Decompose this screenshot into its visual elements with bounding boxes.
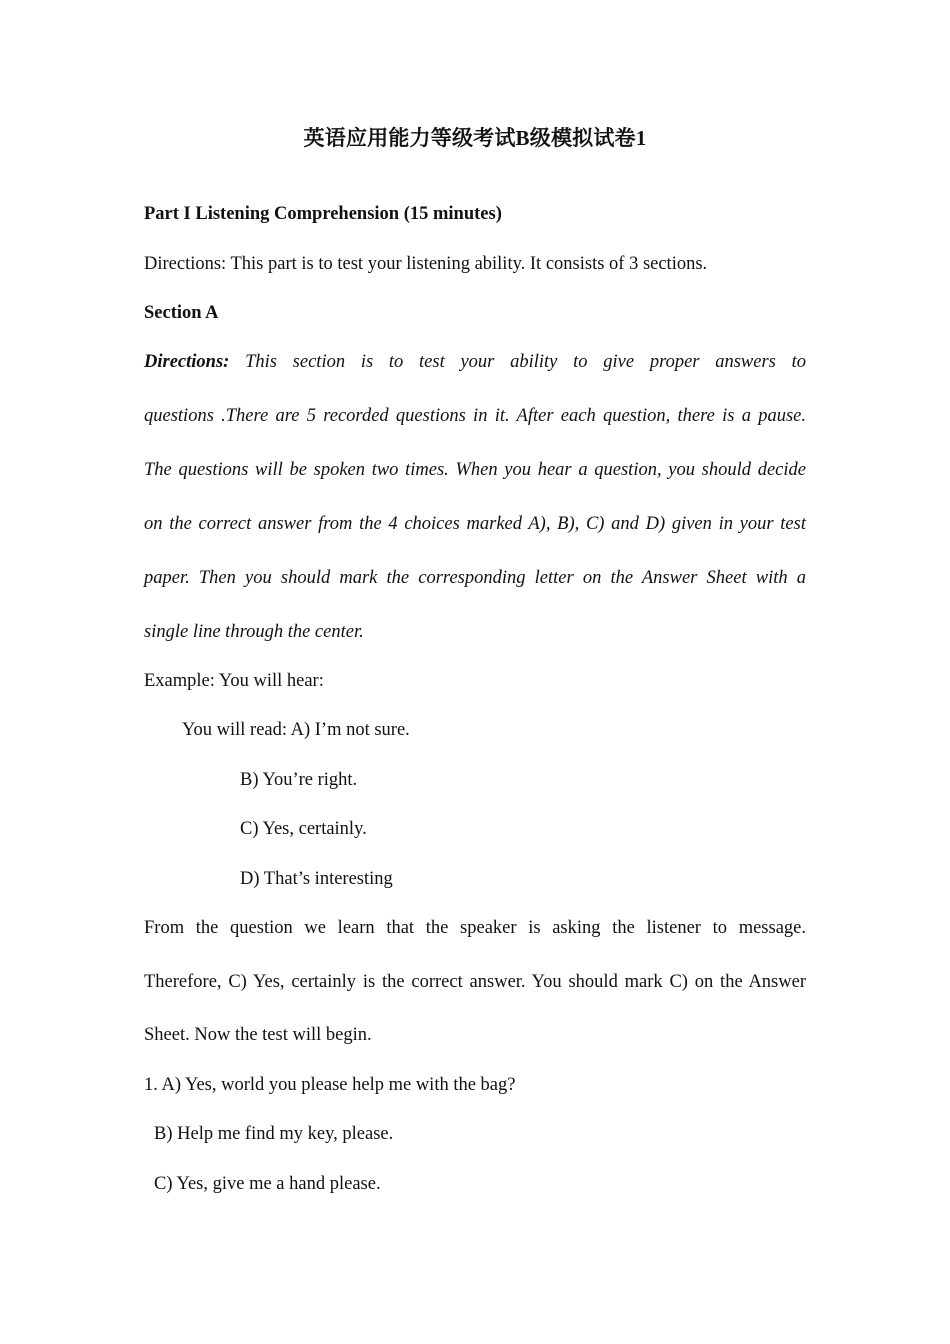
section-directions-line-3: The questions will be spoken two times. When you hear a question, you should decide xyxy=(144,460,806,480)
explanation-line-3: Sheet. Now the test will begin. xyxy=(144,1025,372,1045)
example-read-a: You will read: A) I’m not sure. xyxy=(182,720,410,740)
question-1-option-a: 1. A) Yes, world you please help me with the bag? xyxy=(144,1075,516,1095)
section-directions-line-1 xyxy=(144,352,806,373)
question-1-option-c: C) Yes, give me a hand please. xyxy=(154,1174,381,1194)
document-title: 英语应用能力等级考试B级模拟试卷1 xyxy=(303,126,647,150)
part-directions: Directions: This part is to test your listening ability. It consists of 3 sections. xyxy=(144,254,708,274)
directions-label: Directions: xyxy=(144,352,230,372)
explanation-line-2: Therefore, C) Yes, certainly is the correct answer. You should mark C) on the Answer xyxy=(144,972,806,992)
example-hear: Example: You will hear: xyxy=(144,671,324,691)
directions-text-1: This section is to test your ability to give proper answers to xyxy=(245,352,807,372)
section-directions-line-6: single line through the center. xyxy=(144,622,364,642)
section-directions-line-5: paper. Then you should mark the corresponding letter on the Answer Sheet with a xyxy=(144,568,806,588)
section-directions-line-2: questions .There are 5 recorded questions in it. After each question, there is a pause. xyxy=(144,406,806,426)
example-option-b: B) You’re right. xyxy=(240,770,358,790)
example-option-d: D) That’s interesting xyxy=(240,869,393,889)
explanation-line-1: From the question we learn that the speaker is asking the listener to message. xyxy=(144,918,806,938)
part-heading: Part I Listening Comprehension (15 minutes) xyxy=(144,204,502,224)
section-directions-line-4: on the correct answer from the 4 choices marked A), B), C) and D) given in your test xyxy=(144,514,806,534)
section-heading: Section A xyxy=(144,303,219,323)
example-option-c: C) Yes, certainly. xyxy=(240,819,367,839)
question-1-option-b: B) Help me find my key, please. xyxy=(154,1124,394,1144)
